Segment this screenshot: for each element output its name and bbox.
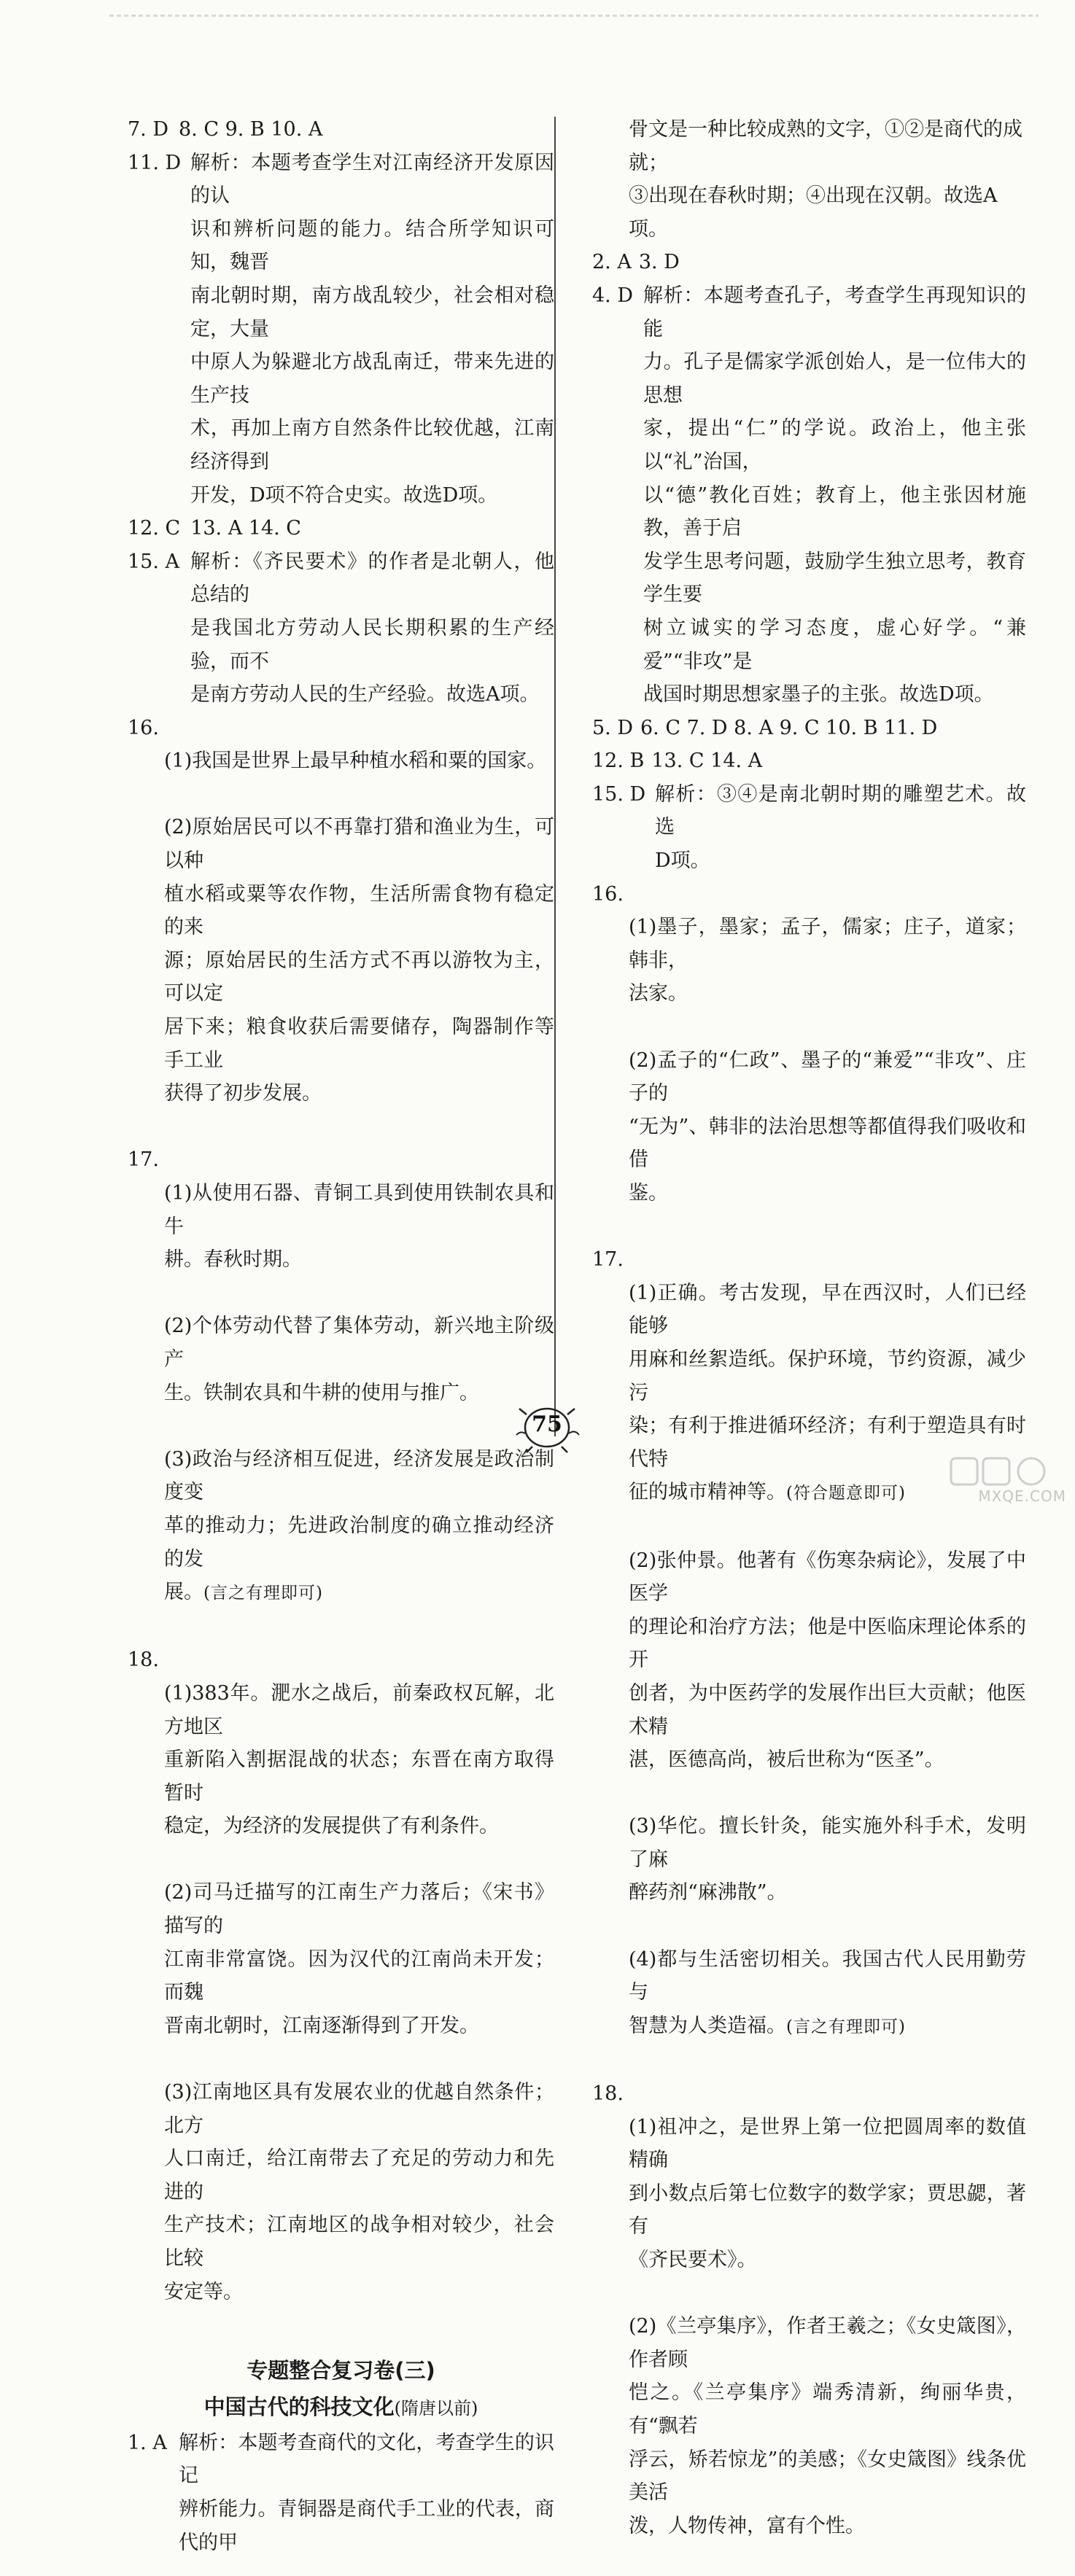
item-text: 解析：《齐民要术》的作者是北朝人，他总结的 是我国北方劳动人民长期积累的生产经验，而不 是南方劳动人民的生产经验。故选A项。	[190, 550, 554, 707]
item-text: 解析：本题考查学生对江南经济开发原因的认 识和辨析问题的能力。结合所学知识可知，魏晋 南北朝时期，南方战乱较少，社会相对稳定，大量 中原人为躲避北方战乱南迁，带来先进的生产技 术，再加上南方自然条件比较优越，江南经济得到 开发，D项不符合史实。故选D项。	[190, 151, 554, 507]
item-number: 1. A	[128, 2431, 167, 2454]
item-number: 16.	[592, 882, 624, 906]
item-text: 解析：本题考查孔子，考查学生再现知识的能 力。孔子是儒家学派创始人，是一位伟大的思想 家，提出“仁”的学说。政治上，他主张以“礼”治国， 以“德”教化百姓；教育上，他主张因材施教，善于启 发学生思考问题，鼓励学生独立思考，教育学生要 树立诚实的学习态度，虚心好学。“兼爱”“非攻”是 战国时期思想家墨子的主张。故选D项。	[643, 284, 1026, 707]
answer-7-10	[128, 113, 554, 147]
answer-4	[592, 279, 1026, 712]
item-number: 16.	[128, 716, 159, 739]
left-column	[128, 113, 554, 2559]
part-1: (1)祖冲之，是世界上第一位把圆周率的数值精确 到小数点后第七位数字的数学家；贾思勰，著有 《齐民要术》。	[629, 2115, 1026, 2271]
part-1: (1)从使用石器、青铜工具到使用铁制农具和牛 耕。春秋时期。	[164, 1182, 554, 1272]
watermark-logo-icon	[922, 1454, 1068, 1490]
part-1: (1)383年。淝水之战后，前秦政权瓦解，北方地区 重新陷入割据混战的状态；东晋在南方取得暂时 稳定，为经济的发展提供了有利条件。	[164, 1681, 554, 1838]
item-text: 3. D	[638, 251, 680, 274]
item-text: 解析：本题考查商代的文化，考查学生的识记 辨析能力。青铜器是商代手工业的代表，商代的甲	[179, 2431, 554, 2554]
item-number: 2. A	[592, 251, 632, 274]
answer-16	[592, 878, 1026, 1244]
item-number: 18.	[128, 1649, 159, 1672]
part-2: (2)张仲景。他著有《伤寒杂病论》，发展了中医学 的理论和治疗方法；他是中医临床理论体系的开 创者，为中医药学的发展作出巨大贡献；他医术精 湛，医德高尚，被后世称为“医圣”。	[629, 1549, 1026, 1772]
item-number: 5. D	[592, 716, 633, 739]
part-3	[164, 1443, 554, 1611]
part-2: (2)司马迁描写的江南生产力落后；《宋书》描写的 江南非常富饶。因为汉代的江南尚未开发；而魏 晋南北朝时，江南逐渐得到了开发。	[164, 1881, 554, 2037]
part-2: (2)个体劳动代替了集体劳动，新兴地主阶级产 生。铁制农具和牛耕的使用与推广。	[164, 1315, 554, 1404]
item-number: 12. B	[592, 750, 645, 773]
item-body	[164, 1643, 554, 2341]
item-body	[629, 878, 1026, 1244]
item-number: 17.	[592, 1248, 624, 1272]
answer-note: (符合题意即可)	[786, 1484, 906, 1503]
answer-16	[128, 712, 554, 1144]
section-title: 专题整合复习卷(三)	[247, 2357, 435, 2383]
answer-note: (言之有理即可)	[203, 1584, 323, 1603]
answer-1-continued: 骨文是一种比较成熟的文字，①②是商代的成就； ③出现在春秋时期；④出现在汉朝。故选A项。	[629, 118, 1022, 241]
answer-5-11	[592, 712, 1026, 745]
answer-2-3	[592, 246, 1026, 279]
section-subtitle-text: 中国古代的科技文化	[203, 2394, 395, 2419]
item-text: 解析：③④是南北朝时期的雕塑艺术。故选 D项。	[655, 782, 1026, 873]
part-3: (3)江南地区具有发展农业的优越自然条件；北方 人口南迁，给江南带去了充足的劳动力和先进的 生产技术；江南地区的战争相对较少，社会比较 安定等。	[164, 2081, 554, 2303]
part-2: (2)原始居民可以不再靠打猎和渔业为生，可以种 植水稻或粟等农作物，生活所需食物有稳定的来 源；原始居民的生活方式不再以游牧为主，可以定 居下来；粮食收获后需要储存，陶器制作等手工业 获得了初步发展。	[164, 816, 554, 1105]
section-subtitle	[128, 2389, 554, 2427]
item-body	[164, 1143, 554, 1643]
watermark-text: MXQE.COM	[978, 1487, 1066, 1505]
item-number: 7. D	[128, 118, 168, 141]
part-1: (1)我国是世界上最早种植水稻和粟的国家。	[164, 750, 547, 773]
page-number: 75	[532, 1412, 562, 1437]
column-divider	[554, 117, 556, 1436]
item-body	[164, 712, 554, 1144]
page-number-badge	[511, 1406, 583, 1454]
section-subtitle-note: (隋唐以前)	[394, 2397, 478, 2419]
answer-12-14	[592, 744, 1026, 778]
item-number: 11. D	[128, 151, 182, 174]
answer-12-14	[128, 512, 554, 545]
item-number: 17.	[128, 1148, 159, 1172]
item-body	[629, 1243, 1026, 2077]
part-3-text: (3)政治与经济相互促进，经济发展是政治制度变 革的推动力；先进政治制度的确立推动经济的发 展。	[164, 1447, 554, 1604]
item-number: 15. A	[128, 550, 180, 573]
item-number: 12. C	[128, 517, 181, 540]
top-border-rule	[109, 15, 1039, 17]
part-3: (3)华佗。擅长针灸，能实施外科手术，发明了麻 醉药剂“麻沸散”。	[629, 1815, 1026, 1904]
item-text: 13. A 14. C	[190, 517, 301, 540]
answer-18	[128, 1643, 554, 2341]
item-text: 8. C 9. B 10. A	[179, 118, 323, 141]
item-text: 13. C 14. A	[651, 750, 763, 773]
answer-17	[592, 1243, 1026, 2077]
part-4-text: (4)都与生活密切相关。我国古代人民用勤劳与 智慧为人类造福。	[629, 1947, 1026, 2037]
part-1: (1)墨子，墨家；孟子，儒家；庄子，道家；韩非， 法家。	[629, 916, 1026, 1005]
answer-1	[128, 2427, 554, 2559]
answer-17	[128, 1143, 554, 1643]
item-number: 18.	[592, 2082, 624, 2106]
answer-15	[128, 545, 554, 712]
part-2: (2)《兰亭集序》，作者王羲之；《女史箴图》，作者顾 恺之。《兰亭集序》端秀清新，绚丽华贵，有“飘若 浮云，矫若惊龙”的美感；《女史箴图》线条优美活 泼，人物传神，富有个性。	[629, 2315, 1026, 2537]
answer-18	[592, 2077, 1026, 2576]
part-4	[629, 1943, 1026, 2044]
item-number: 4. D	[592, 284, 633, 307]
answer-15	[592, 778, 1026, 878]
answer-note: (言之有理即可)	[786, 2017, 906, 2036]
answer-11	[128, 147, 554, 513]
item-number: 15. D	[592, 782, 646, 806]
site-watermark	[922, 1454, 1068, 1505]
item-body	[629, 2077, 1026, 2576]
part-2: (2)孟子的“仁政”、墨子的“兼爱”“非攻”、庄子的 “无为”、韩非的法治思想等都值得我们吸收和借 鉴。	[629, 1048, 1026, 1205]
right-column	[592, 113, 1026, 2576]
part-1-text: (1)正确。考古发现，早在西汉时，人们已经能够 用麻和丝絮造纸。保护环境，节约资源，减少污 染；有利于推进循环经济；有利于塑造具有时代特 征的城市精神等。	[629, 1281, 1026, 1504]
item-text: 6. C 7. D 8. A 9. C 10. B 11. D	[640, 716, 938, 739]
